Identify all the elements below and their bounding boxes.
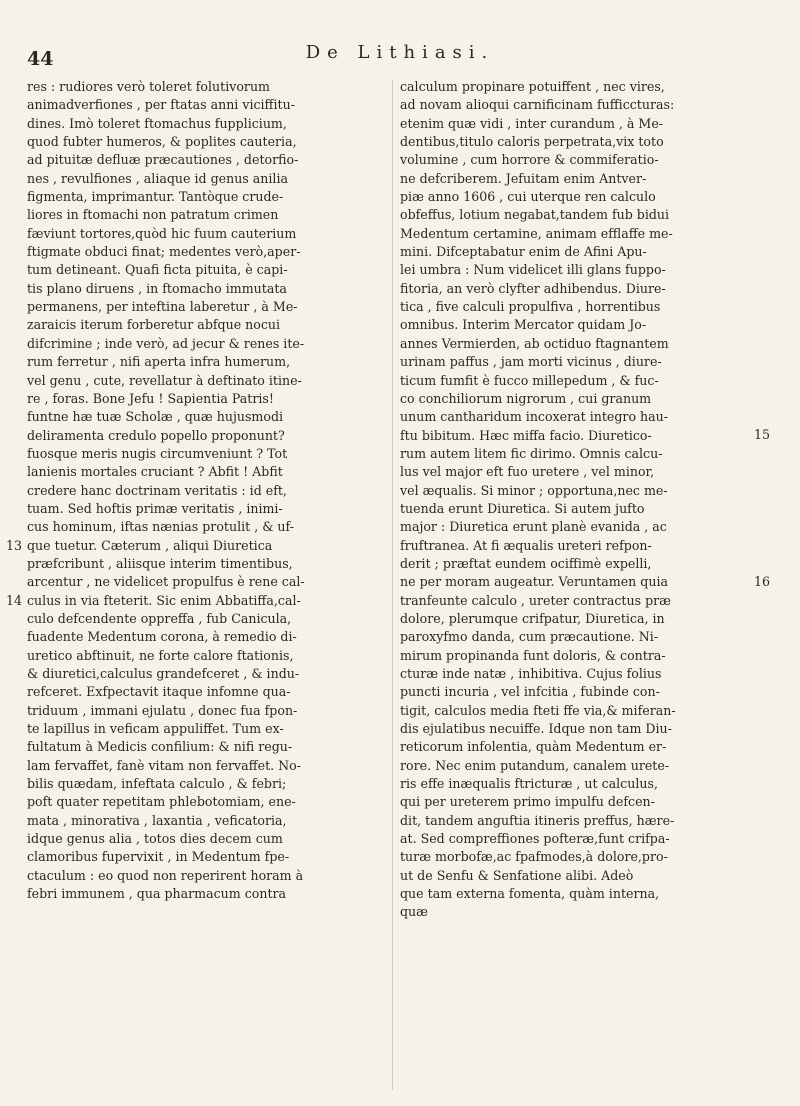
text-line: obfeffus, lotium negabat,tandem fub bidui [400, 207, 670, 223]
text-line: idque genus alia , totos dies decem cum [27, 831, 283, 847]
text-line: arcentur , ne videlicet propulfus è rene cal- [27, 574, 305, 590]
text-line: ad pituitæ defluæ præcautiones , detorfio- [27, 152, 299, 168]
text-line: dines. Imò toleret ftomachus fupplicium, [27, 115, 287, 131]
text-line: urinam paffus , jam morti vicinus , diure- [400, 354, 662, 370]
text-line: calculum propinare potuiffent , nec vires, [400, 79, 665, 94]
margin-number-13: 13 [6, 537, 23, 553]
text-line: tranfeunte calculo , ureter contractus præ [400, 592, 671, 608]
text-line: ut de Senfu & Senfatione alibi. Adeò [400, 867, 634, 883]
text-line: culus in via fteterit. Sic enim Abbatiffa,cal- [27, 592, 301, 608]
text-line: mini. Difceptabatur enim de Afini Apu- [400, 244, 647, 260]
text-line: major : Diuretica erunt planè evanida , ac [400, 519, 667, 535]
text-line: triduum , immani ejulatu , donec fua fpon- [27, 702, 298, 718]
text-line: piæ anno 1606 , cui uterque ren calculo [400, 189, 656, 205]
text-line: tica , five calculi propulfiva , horrentibus [400, 299, 661, 315]
text-line: poft quater repetitam phlebotomiam, ene- [27, 794, 296, 810]
text-line: rore. Nec enim putandum, canalem urete- [400, 757, 670, 773]
text-line: quæ [400, 904, 429, 920]
left-text-column [27, 78, 387, 903]
text-line: refceret. Exfpectavit itaque infomne qua- [27, 684, 291, 700]
text-line: præfcribunt , aliisque interim timentibus, [27, 555, 293, 571]
text-line: ctaculum : eo quod non reperirent horam à [27, 867, 304, 883]
text-line: ftu bibitum. Hæc miffa facio. Diuretico- [400, 427, 652, 443]
text-line: zaraicis iterum forberetur abfque nocui [27, 317, 281, 333]
text-line: mata , minorativa , laxantia , veficatoria, [27, 812, 287, 828]
text-line: cturæ inde natæ , inhibitiva. Cujus folius [400, 666, 662, 681]
text-line: fruftranea. At fi æqualis ureteri refpon- [400, 537, 652, 553]
page-number: 44 [27, 48, 54, 70]
text-line: culo defcendente oppreffa , fub Canicula, [27, 610, 292, 626]
running-head: De Lithiasi. [305, 42, 495, 63]
right-text-column [400, 78, 744, 922]
text-line: clamoribus fupervixit , in Medentum fpe- [27, 849, 290, 865]
text-line: permanens, per inteftina laberetur , à Me- [27, 299, 298, 315]
text-line: qui per ureterem primo impulfu defcen- [400, 794, 655, 810]
text-line: rum autem litem fic dirimo. Omnis calcu- [400, 445, 663, 461]
text-line: te lapillus in veficam appuliffet. Tum ex- [27, 721, 284, 737]
text-line: ticum fumfit è fucco millepedum , & fuc- [400, 372, 659, 388]
text-line: credere hanc doctrinam veritatis : id eft, [27, 482, 287, 498]
text-line: nes , revulfiones , aliaque id genus anilia [27, 170, 288, 186]
text-line: funtne hæ tuæ Scholæ , quæ hujusmodi [27, 409, 284, 425]
text-line: unum cantharidum incoxerat integro hau- [400, 409, 669, 425]
text-line: & diuretici,calculus grandefceret , & indu- [27, 666, 300, 681]
text-line: res : rudiores verò toleret folutivorum [27, 79, 271, 94]
text-line: tum detineant. Quafi ficta pituita, è capi- [27, 262, 288, 278]
text-line: derit ; præftat eundem ociffimè expelli, [400, 555, 652, 571]
text-line: tis plano diruens , in ftomacho immutata [27, 280, 287, 296]
margin-number-15: 15 [754, 427, 771, 443]
text-line: Medentum certamine, animam efflaffe me- [400, 225, 673, 241]
text-line: ne per moram augeatur. Veruntamen quia [400, 574, 668, 590]
text-line: dit, tandem anguftia itineris preffus, hære- [400, 812, 675, 828]
text-line: tigit, calculos media fteti ffe via,& miferan- [400, 702, 676, 718]
text-line: que tuetur. Cæterum , aliqui Diuretica [27, 537, 273, 553]
text-line: fitoria, an verò clyfter adhibendus. Diure- [400, 280, 666, 296]
text-line: tuam. Sed hoftis primæ veritatis , inimi- [27, 500, 283, 516]
text-line: cus hominum, iftas nænias protulit , & uf- [27, 519, 295, 535]
text-line: paroxyfmo danda, cum præcautione. Ni- [400, 629, 659, 645]
text-line: co conchiliorum nigrorum , cui granum [400, 390, 652, 406]
text-line: tuenda erunt Diuretica. Si autem jufto [400, 500, 645, 516]
text-line: lam fervaffet, fanè vitam non fervaffet. No- [27, 757, 301, 773]
text-line: reticorum infolentia, quàm Medentum er- [400, 739, 667, 755]
text-line: fuosque meris nugis circumveniunt ? Tot [27, 445, 288, 461]
text-line: fultatum à Medicis confilium: & nifi regu- [27, 739, 293, 755]
text-line: vel genu , cute, revellatur à deftinato itine- [27, 372, 302, 388]
text-line: ris effe inæqualis ftricturæ , ut calculus, [400, 776, 658, 792]
text-line: lus vel major eft fuo uretere , vel minor, [400, 464, 655, 480]
text-line: rum ferretur , nifi aperta infra humerum, [27, 354, 291, 370]
text-line: liores in ftomachi non patratum crimen [27, 207, 279, 223]
text-line: omnibus. Interim Mercator quidam Jo- [400, 317, 647, 333]
text-line: quod fubter humeros, & poplites cauteria, [27, 134, 297, 150]
text-line: re , foras. Bone Jefu ! Sapientia Patris! [27, 390, 274, 406]
text-line: volumine , cum horrore & commiferatio- [400, 152, 659, 168]
text-line: lei umbra : Num videlicet illi glans fuppo- [400, 262, 666, 278]
text-line: ne defcriberem. Jefuitam enim Antver- [400, 170, 647, 186]
text-line: at. Sed compreffiones pofteræ,funt crifpa- [400, 831, 670, 847]
text-line: dentibus,titulo caloris perpetrata,vix toto [400, 134, 664, 150]
text-line: dolore, plerumque crifpatur, Diuretica, in [400, 610, 665, 626]
text-line: lanienis mortales cruciant ? Abfit ! Abfit [27, 464, 283, 480]
text-line: vel æqualis. Si minor ; opportuna,nec me- [400, 482, 668, 498]
text-line: animadverfiones , per ftatas anni viciffitu- [27, 97, 295, 113]
text-line: febri immunem , qua pharmacum contra [27, 886, 287, 902]
text-line: deliramenta credulo popello proponunt? [27, 427, 285, 443]
margin-number-16: 16 [754, 574, 771, 590]
text-line: ad novam alioqui carnificinam fufficcturas: [400, 97, 675, 113]
text-line: turæ morbofæ,ac fpafmodes,à dolore,pro- [400, 849, 668, 865]
text-line: que tam externa fomenta, quàm interna, [400, 886, 660, 902]
text-line: bilis quædam, infeftata calculo , & febri; [27, 776, 287, 792]
text-line: fæviunt tortores,quòd hic fuum cauterium [27, 225, 297, 241]
margin-number-14: 14 [6, 592, 23, 608]
text-line: uretico abftinuit, ne forte calore ftationis, [27, 647, 294, 663]
text-line: figmenta, imprimantur. Tantòque crude- [27, 189, 284, 205]
text-line: etenim quæ vidi , inter curandum , à Me- [400, 115, 664, 131]
text-line: dis ejulatibus necuiffe. Idque non tam Diu- [400, 721, 672, 737]
text-line: difcrimine ; inde verò, ad jecur & renes ite- [27, 335, 305, 351]
text-line: annes Vermierden, ab octiduo ftagnantem [400, 335, 669, 351]
text-line: mirum propinanda funt doloris, & contra- [400, 647, 666, 663]
column-divider [392, 80, 393, 1090]
text-line: fuadente Medentum corona, à remedio di- [27, 629, 297, 645]
text-line: puncti incuria , vel infcitia , fubinde con- [400, 684, 660, 700]
text-line: ftigmate obduci finat; medentes verò,aper- [27, 244, 301, 260]
